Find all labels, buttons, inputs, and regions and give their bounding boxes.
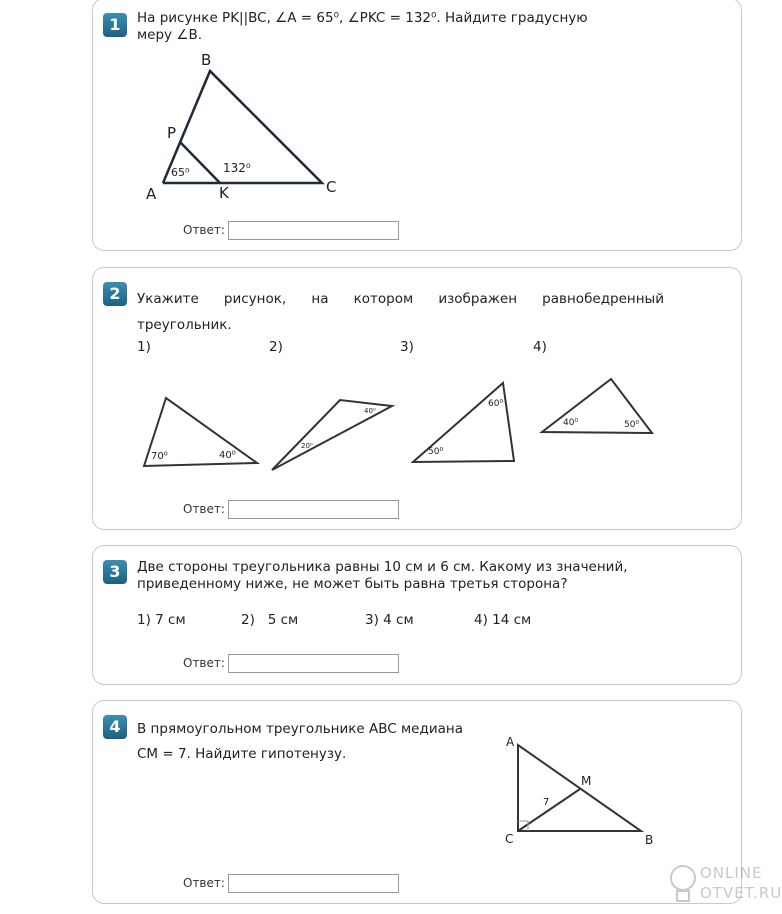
- watermark-logo: [668, 858, 782, 914]
- right-triangle-abc-figure: [93, 701, 743, 861]
- lightbulb-icon: [668, 862, 698, 908]
- triangle-1: [144, 398, 257, 466]
- watermark-text: OTVET.RU: [700, 884, 782, 902]
- question-text-line: В прямоугольном треугольнике ABC медиана: [137, 721, 463, 737]
- answer-label: Ответ:: [183, 502, 225, 516]
- answer-input[interactable]: [228, 654, 399, 673]
- triangle-3: [413, 383, 514, 462]
- angle-pkc-label: 132⁰: [223, 161, 251, 175]
- label-m: M: [581, 774, 592, 788]
- label-c: C: [326, 178, 337, 196]
- question-text-line: приведенному ниже, не может быть равна третья сторона?: [137, 576, 568, 592]
- angle-label: 40⁰: [563, 418, 579, 428]
- angle-label: 50⁰: [624, 420, 640, 430]
- question-number-badge: 4: [103, 715, 127, 739]
- label-b: B: [645, 833, 654, 847]
- question-text-line: треугольник.: [137, 317, 232, 333]
- triangle-2: [272, 400, 392, 470]
- option-2[interactable]: 2) 5 см: [241, 612, 299, 628]
- option-4[interactable]: 4): [533, 339, 547, 355]
- question-number-badge: 2: [103, 282, 127, 306]
- question-card-4: [92, 700, 742, 904]
- question-card-2: [92, 267, 742, 530]
- angle-label: 60⁰: [488, 399, 504, 409]
- label-a: A: [506, 735, 515, 749]
- answer-label: Ответ:: [183, 223, 225, 237]
- label-c: C: [505, 832, 514, 846]
- option-4[interactable]: 4) 14 см: [474, 612, 532, 628]
- triangle-4: [542, 379, 652, 433]
- question-text-line: Укажите рисунок, на котором изображен равнобедренный: [137, 291, 664, 307]
- label-b: B: [201, 51, 212, 69]
- question-card-3: [92, 545, 742, 685]
- watermark-text: ONLINE: [700, 864, 763, 882]
- question-number-badge: 1: [103, 13, 127, 37]
- angle-label: 40⁰: [364, 407, 376, 415]
- label-k: K: [219, 184, 229, 202]
- question-text-line: меру ∠B.: [137, 27, 202, 43]
- angle-label: 20⁰: [301, 442, 313, 450]
- option-1[interactable]: 1) 7 см: [137, 612, 186, 628]
- option-3[interactable]: 3) 4 см: [365, 612, 414, 628]
- answer-input[interactable]: [228, 221, 399, 240]
- answer-input[interactable]: [228, 874, 399, 893]
- label-p: P: [167, 124, 177, 142]
- angle-a-label: 65⁰: [171, 166, 190, 179]
- question-text-line: Две стороны треугольника равны 10 см и 6 см. Какому из значений,: [137, 559, 628, 575]
- triangle-abc-figure: [93, 0, 743, 209]
- answer-label: Ответ:: [183, 876, 225, 890]
- angle-label: 40⁰: [219, 450, 236, 461]
- angle-label: 70⁰: [151, 451, 168, 462]
- option-3[interactable]: 3): [400, 339, 414, 355]
- label-a: A: [146, 185, 157, 203]
- triangle-figures: [93, 268, 743, 498]
- question-card-1: [92, 0, 742, 251]
- angle-label: 50⁰: [428, 447, 444, 457]
- question-number-badge: 3: [103, 560, 127, 584]
- answer-input[interactable]: [228, 500, 399, 519]
- question-text-line: CM = 7. Найдите гипотенузу.: [137, 746, 347, 762]
- option-1[interactable]: 1): [137, 339, 151, 355]
- option-2[interactable]: 2): [269, 339, 283, 355]
- answer-label: Ответ:: [183, 656, 225, 670]
- median-length-label: 7: [543, 797, 550, 808]
- question-text: [137, 559, 717, 593]
- question-text-line: На рисунке PK||BC, ∠A = 65⁰, ∠PKC = 132⁰. Найдите градусную: [137, 10, 588, 26]
